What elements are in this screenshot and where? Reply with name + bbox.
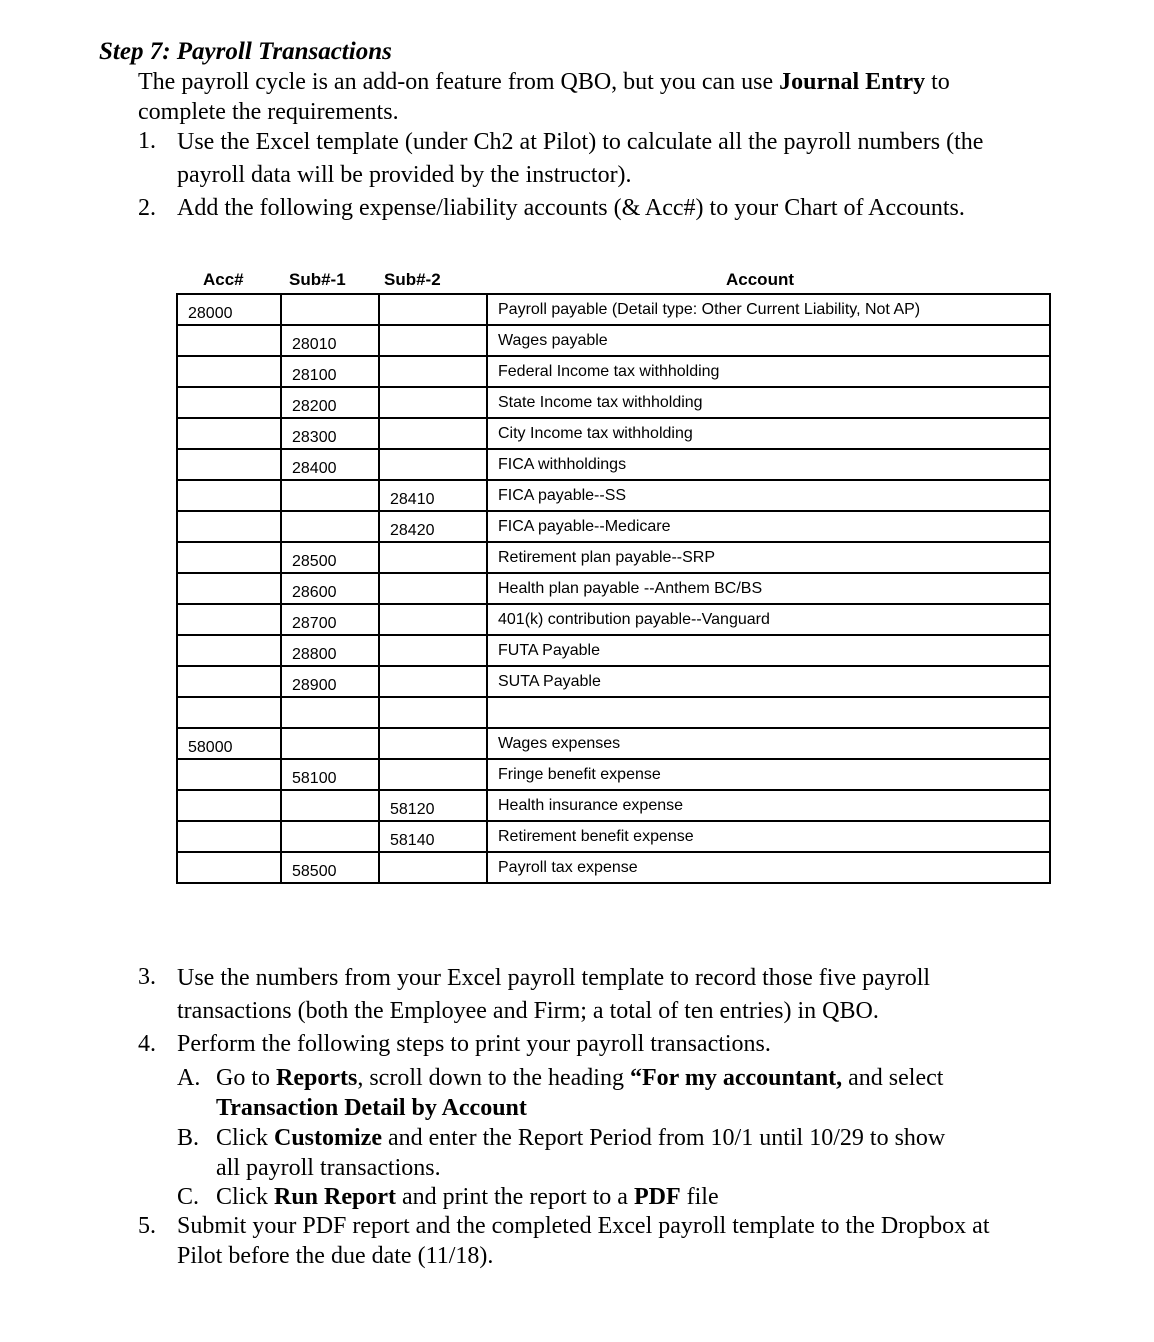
substep-b-t1: Click: [216, 1125, 274, 1151]
step-1-line1: Use the Excel template (under Ch2 at Pilot) to calculate all the payroll numbers (the: [177, 129, 984, 155]
account-cell: [487, 852, 1050, 883]
table-row: [177, 759, 1050, 790]
step-1-text: [177, 126, 983, 192]
substep-c-letter: C.: [177, 1184, 200, 1210]
substep-b-letter: B.: [177, 1125, 200, 1151]
account-cell: [487, 728, 1050, 759]
table-row: [177, 542, 1050, 573]
sub2-cell-text: 58120: [390, 800, 435, 818]
substep-a-text: [216, 1063, 943, 1123]
account-cell: [487, 604, 1050, 635]
table-row: [177, 418, 1050, 449]
acc-cell: [177, 449, 281, 480]
account-cell-text: Wages expenses: [498, 734, 621, 752]
sub1-cell: [281, 666, 379, 697]
sub2-cell: [379, 387, 487, 418]
account-cell: [487, 387, 1050, 418]
table-row: [177, 790, 1050, 821]
sub2-cell: [379, 294, 487, 325]
acc-cell: [177, 356, 281, 387]
account-cell-text: Health insurance expense: [498, 796, 684, 814]
sub1-cell: [281, 790, 379, 821]
account-cell: [487, 697, 1050, 728]
acc-cell: [177, 604, 281, 635]
substep-b-t2: and enter the Report Period from 10/1 until 10/29 to show: [381, 1125, 946, 1151]
table-row: [177, 511, 1050, 542]
acc-cell: [177, 728, 281, 759]
sub1-cell: [281, 480, 379, 511]
account-cell: [487, 790, 1050, 821]
sub2-cell: [379, 325, 487, 356]
account-cell: [487, 573, 1050, 604]
substep-c-b2: PDF: [633, 1184, 681, 1210]
acc-cell: [177, 418, 281, 449]
account-cell: [487, 542, 1050, 573]
step-4-number: 4.: [138, 1031, 156, 1057]
sub2-cell: [379, 697, 487, 728]
substep-c-t1: Click: [216, 1184, 274, 1210]
sub1-cell: [281, 294, 379, 325]
account-cell-text: FICA payable--SS: [498, 486, 627, 504]
acc-cell: [177, 759, 281, 790]
step-2-text: Add the following expense/liability accounts (& Acc#) to your Chart of Accounts.: [177, 195, 965, 221]
step-4-text: Perform the following steps to print your payroll transactions.: [177, 1031, 771, 1057]
sub1-cell-text: 28400: [292, 459, 337, 477]
acc-cell: [177, 542, 281, 573]
substep-a-t3: and select: [842, 1065, 944, 1091]
acc-cell: [177, 635, 281, 666]
sub1-cell-text: 58500: [292, 862, 337, 880]
account-cell-text: FICA payable--Medicare: [498, 517, 671, 535]
substep-b-b1: Customize: [274, 1125, 382, 1151]
sub1-cell-text: 28010: [292, 335, 337, 353]
account-cell: [487, 325, 1050, 356]
acc-cell: [177, 294, 281, 325]
sub1-cell: [281, 697, 379, 728]
sub1-cell-text: 28200: [292, 397, 337, 415]
account-cell: [487, 821, 1050, 852]
sub1-cell: [281, 635, 379, 666]
intro-bold: Journal Entry: [779, 69, 926, 95]
account-cell-text: 401(k) contribution payable--Vanguard: [498, 610, 770, 628]
account-cell-text: FUTA Payable: [498, 641, 600, 659]
sub2-cell: [379, 790, 487, 821]
step-3-text: [177, 962, 930, 1028]
step-5-line2: Pilot before the due date (11/18).: [177, 1243, 494, 1269]
account-cell-text: Payroll payable (Detail type: Other Current Liability, Not AP): [498, 300, 921, 318]
account-cell: [487, 635, 1050, 666]
step-5-text: [177, 1211, 989, 1271]
sub2-cell: [379, 449, 487, 480]
sub1-cell: [281, 449, 379, 480]
acc-cell: [177, 511, 281, 542]
intro-line2: complete the requirements.: [138, 99, 399, 125]
substep-c-text: [216, 1182, 719, 1212]
sub2-cell: [379, 604, 487, 635]
intro-paragraph: [138, 67, 950, 127]
substep-c-t2: and print the report to a: [396, 1184, 634, 1210]
sub1-cell: [281, 511, 379, 542]
substep-c-b1: Run Report: [274, 1184, 397, 1210]
sub2-cell: [379, 759, 487, 790]
table-row: [177, 728, 1050, 759]
table-row: [177, 635, 1050, 666]
sub1-cell-text: 28600: [292, 583, 337, 601]
step-3-line1: Use the numbers from your Excel payroll template to record those five payroll: [177, 965, 931, 991]
acc-cell-text: 58000: [188, 738, 233, 756]
account-cell-text: SUTA Payable: [498, 672, 601, 690]
account-cell: [487, 666, 1050, 697]
header-sub2: Sub#-2: [384, 270, 441, 289]
sub1-cell: [281, 728, 379, 759]
sub2-cell-text: 58140: [390, 831, 435, 849]
sub2-cell: [379, 480, 487, 511]
sub2-cell: [379, 728, 487, 759]
substep-a-letter: A.: [177, 1065, 201, 1091]
acc-cell: [177, 325, 281, 356]
header-account: Account: [726, 270, 794, 289]
sub1-cell: [281, 821, 379, 852]
account-cell: [487, 480, 1050, 511]
sub1-cell: [281, 759, 379, 790]
table-row: [177, 852, 1050, 883]
sub1-cell: [281, 418, 379, 449]
account-cell-text: Federal Income tax withholding: [498, 362, 720, 380]
table-row: [177, 387, 1050, 418]
table-row: [177, 480, 1050, 511]
account-cell-text: Fringe benefit expense: [498, 765, 661, 783]
account-cell: [487, 449, 1050, 480]
substep-b-text: [216, 1123, 945, 1183]
table-row: [177, 604, 1050, 635]
step-3-number: 3.: [138, 964, 156, 990]
sub2-cell: [379, 511, 487, 542]
substep-a-b2: “For my accountant,: [629, 1065, 843, 1091]
intro-text: The payroll cycle is an add-on feature from QBO, but you can use: [138, 69, 780, 95]
sub1-cell: [281, 604, 379, 635]
substep-a-t1: Go to: [216, 1065, 276, 1091]
sub1-cell-text: 58100: [292, 769, 337, 787]
intro-text-end: to: [925, 69, 950, 95]
header-acc: Acc#: [203, 270, 244, 289]
substep-c-t3: file: [680, 1184, 719, 1210]
page-title: Step 7: Payroll Transactions: [99, 38, 392, 65]
step-1-line2: payroll data will be provided by the instructor).: [177, 162, 632, 188]
account-cell-text: Wages payable: [498, 331, 608, 349]
account-cell-text: Retirement benefit expense: [498, 827, 694, 845]
acc-cell-text: 28000: [188, 304, 233, 322]
sub1-cell: [281, 387, 379, 418]
account-cell: [487, 294, 1050, 325]
sub2-cell: [379, 852, 487, 883]
sub2-cell: [379, 666, 487, 697]
account-cell: [487, 418, 1050, 449]
account-cell-text: Health plan payable --Anthem BC/BS: [498, 579, 763, 597]
acc-cell: [177, 573, 281, 604]
sub1-cell-text: 28900: [292, 676, 337, 694]
sub2-cell: [379, 356, 487, 387]
substep-a-t2: , scroll down to the heading: [357, 1065, 630, 1091]
sub1-cell-text: 28500: [292, 552, 337, 570]
account-cell: [487, 511, 1050, 542]
step-5-line1: Submit your PDF report and the completed Excel payroll template to the Dropbox at: [177, 1213, 990, 1239]
sub2-cell: [379, 635, 487, 666]
table-row: [177, 325, 1050, 356]
substep-a-b1: Reports: [276, 1065, 358, 1091]
header-sub1: Sub#-1: [289, 270, 346, 289]
acc-cell: [177, 697, 281, 728]
sub2-cell: [379, 542, 487, 573]
sub1-cell: [281, 356, 379, 387]
sub1-cell: [281, 542, 379, 573]
step-5-number: 5.: [138, 1213, 156, 1239]
sub1-cell-text: 28100: [292, 366, 337, 384]
sub2-cell-text: 28420: [390, 521, 435, 539]
acc-cell: [177, 790, 281, 821]
sub1-cell: [281, 325, 379, 356]
step-3-line2: transactions (both the Employee and Firm; a total of ten entries) in QBO.: [177, 998, 879, 1024]
account-cell-text: City Income tax withholding: [498, 424, 693, 442]
sub1-cell: [281, 852, 379, 883]
sub1-cell-text: 28700: [292, 614, 337, 632]
account-cell-text: FICA withholdings: [498, 455, 627, 473]
sub1-cell-text: 28800: [292, 645, 337, 663]
account-cell: [487, 356, 1050, 387]
table-row: [177, 821, 1050, 852]
table-row: [177, 449, 1050, 480]
sub1-cell: [281, 573, 379, 604]
account-cell-text: Retirement plan payable--SRP: [498, 548, 715, 566]
sub2-cell: [379, 573, 487, 604]
sub2-cell-text: 28410: [390, 490, 435, 508]
table-row: [177, 573, 1050, 604]
table-row: [177, 356, 1050, 387]
sub2-cell: [379, 821, 487, 852]
step-1-number: 1.: [138, 128, 156, 154]
acc-cell: [177, 852, 281, 883]
chart-of-accounts-table: [176, 293, 1051, 884]
account-cell-text: Payroll tax expense: [498, 858, 638, 876]
substep-b-line2: all payroll transactions.: [216, 1155, 441, 1181]
table-row: [177, 666, 1050, 697]
sub1-cell-text: 28300: [292, 428, 337, 446]
substep-a-line2: Transaction Detail by Account: [216, 1095, 527, 1121]
sub2-cell: [379, 418, 487, 449]
table-row: [177, 697, 1050, 728]
table-row: [177, 294, 1050, 325]
acc-cell: [177, 666, 281, 697]
account-cell: [487, 759, 1050, 790]
acc-cell: [177, 821, 281, 852]
acc-cell: [177, 387, 281, 418]
account-cell-text: State Income tax withholding: [498, 393, 703, 411]
step-2-number: 2.: [138, 195, 156, 221]
acc-cell: [177, 480, 281, 511]
